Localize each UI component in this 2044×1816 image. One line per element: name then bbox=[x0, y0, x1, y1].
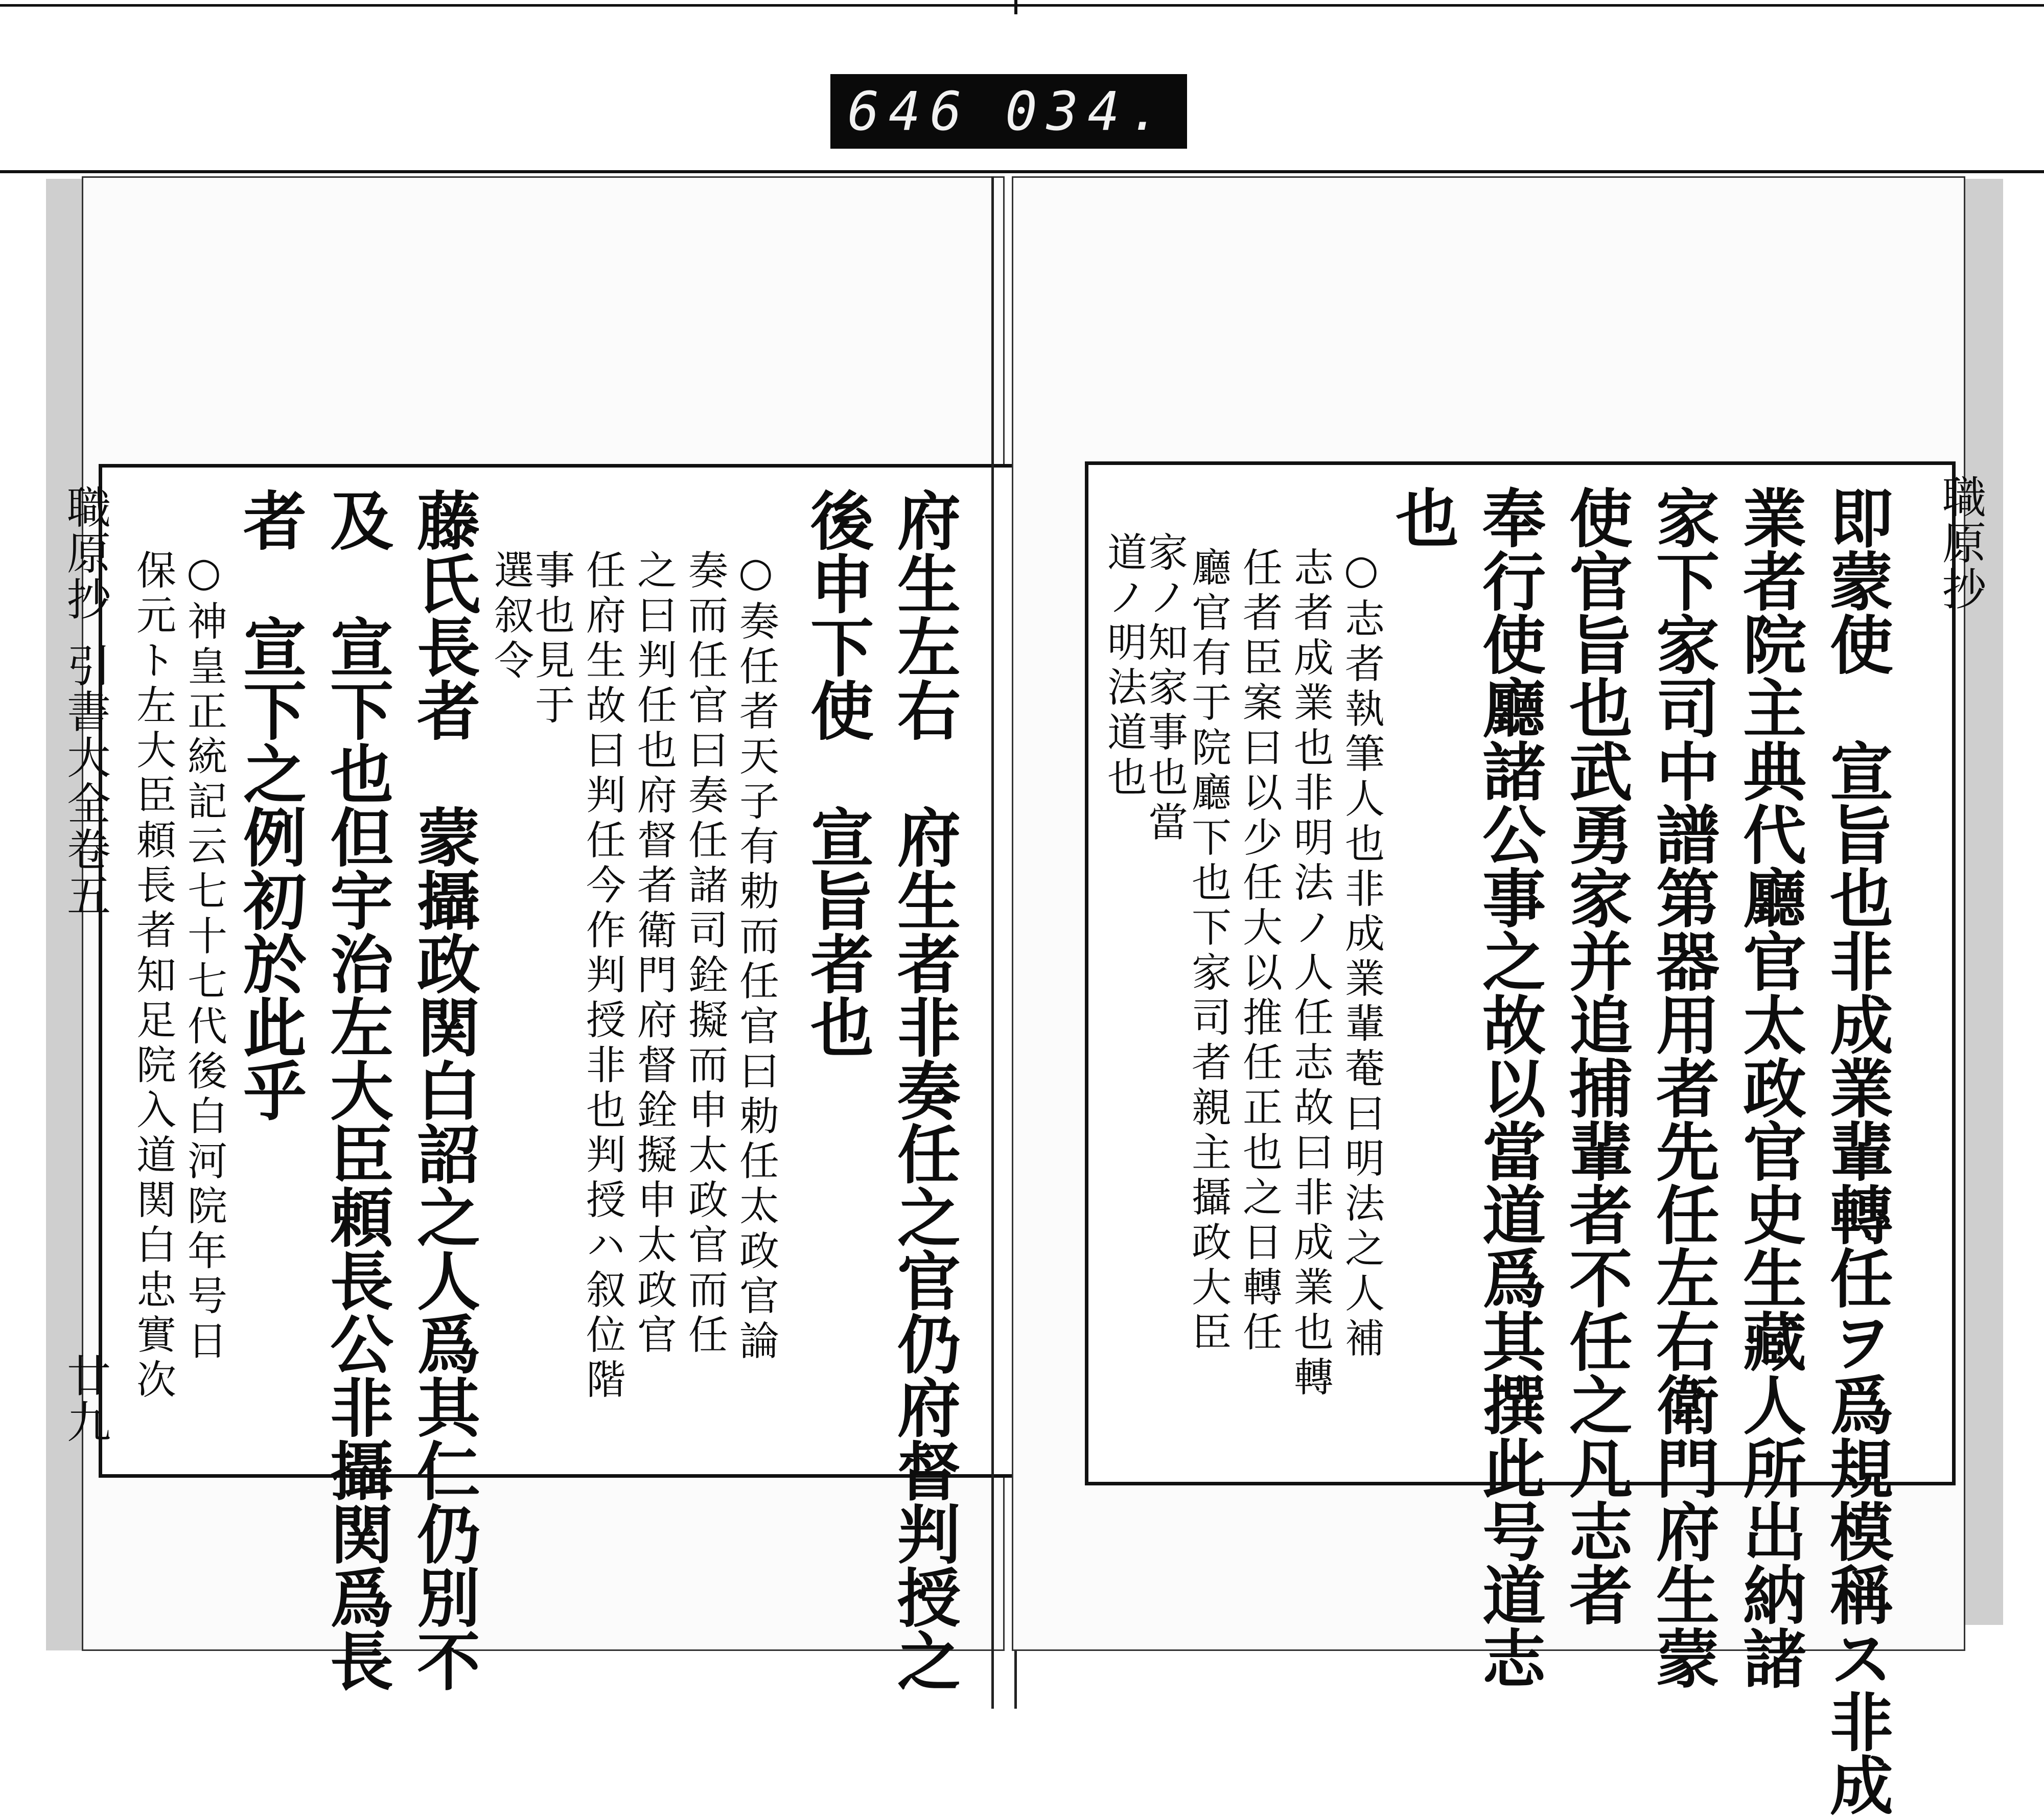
main-text-column: 也 bbox=[1385, 485, 1459, 549]
annotation-column: 之曰判任也府督者衛門府督銓擬申太政官 bbox=[631, 549, 677, 1359]
left-page bbox=[59, 176, 1005, 1692]
right-text-frame bbox=[1085, 461, 1956, 1816]
annotation-column: 任者臣案曰以少任大以推任正也之日轉任 bbox=[1236, 547, 1282, 1356]
annotation-column: 道ノ明法道也 bbox=[1101, 531, 1147, 801]
main-text-column: 家下家司中譜第器用者先任左右衛門府生蒙 bbox=[1645, 485, 1720, 1689]
margin-label: 職原抄 bbox=[59, 484, 110, 622]
frame-number-a: 646 bbox=[847, 80, 971, 143]
annotation-column: 奏而任官曰奏任諸司銓擬而申太政官而任 bbox=[682, 549, 728, 1359]
main-text-column: 即蒙使 宣旨也非成業輩轉任ヲ爲規模稱ス非成 bbox=[1819, 485, 1893, 1816]
annotation-column: 事也見于 bbox=[528, 549, 574, 729]
annotation-column: 家ノ知家事也當 bbox=[1142, 531, 1188, 846]
film-edge-rule bbox=[0, 170, 2044, 173]
left-text-frame bbox=[99, 464, 1020, 1692]
annotation-column: 保元ト左大臣頼長者知足院入道関白忠實次 bbox=[130, 549, 176, 1404]
main-text-column: 府生左右 府生者非奏任之官仍府督判授之 bbox=[887, 488, 961, 1692]
annotation-column: 任府生故曰判任今作判授非也判授ハ叙位階 bbox=[579, 549, 625, 1404]
annotation-column: ○奏任者天子有勅而任官曰勅任太政官論 bbox=[733, 549, 779, 1365]
page-number: 廿九 bbox=[59, 1353, 110, 1445]
right-page bbox=[1012, 176, 1986, 1816]
margin-title: 引書大全卷五 bbox=[59, 643, 110, 919]
main-text-column: 業者院主典代廳官太政官史生藏人所出納諸 bbox=[1732, 485, 1806, 1689]
main-text-column: 後申下使 宣旨者也 bbox=[800, 488, 874, 1058]
main-text-column: 者 宣下之例初於此乎 bbox=[233, 488, 307, 1122]
annotation-column: ○神皇正統記云七十七代後白河院年号日 bbox=[181, 549, 227, 1365]
frame-number-label bbox=[830, 74, 1187, 149]
top-rule bbox=[0, 4, 2044, 7]
margin-label: 職原抄 bbox=[1935, 474, 1986, 612]
annotation-column: 廳官有于院廳下也下家司者親主攝政大臣 bbox=[1185, 547, 1231, 1356]
frame-number-b: 034. bbox=[1005, 80, 1170, 143]
main-text-column: 及 宣下也但宇治左大臣頼長公非攝関爲長 bbox=[319, 488, 393, 1692]
main-text-column: 奉行使廳諸公事之故以當道爲其撰此号道志 bbox=[1472, 485, 1546, 1689]
annotation-column: ○志者執筆人也非成業輩菴曰明法之人補 bbox=[1338, 547, 1384, 1362]
top-split bbox=[1014, 0, 1017, 14]
main-text-column: 藤氏長者 蒙攝政関白詔之人爲其仁仍別不 bbox=[406, 488, 480, 1692]
annotation-column: 志者成業也非明法ノ人任志故曰非成業也轉 bbox=[1287, 547, 1333, 1401]
annotation-column: 選叙令 bbox=[487, 549, 533, 684]
main-text-column: 使官旨也武勇家并追捕輩者不任之凡志者 bbox=[1559, 485, 1633, 1626]
